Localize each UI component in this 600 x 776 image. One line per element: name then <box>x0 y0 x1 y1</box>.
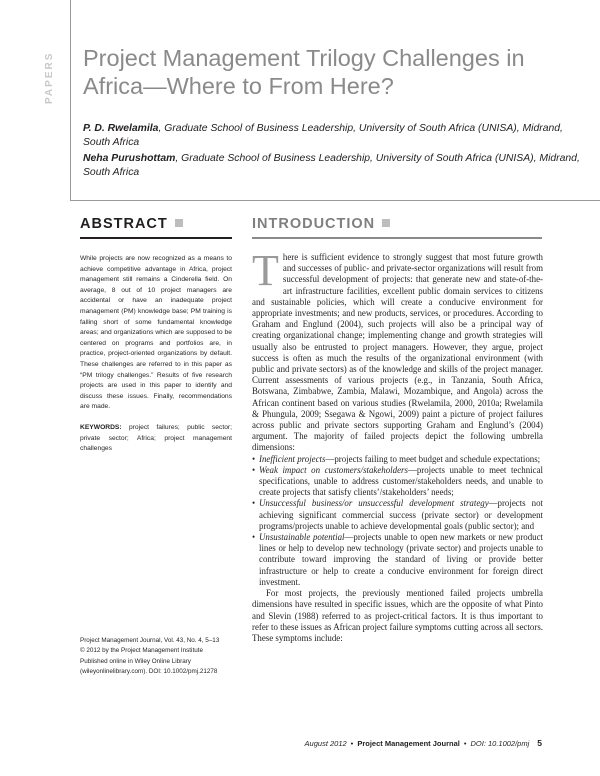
heading-square-icon <box>175 219 183 227</box>
intro-paragraph-1 <box>252 246 543 454</box>
abstract-body <box>80 254 232 455</box>
list-item-text: —projects unable to open new markets or new product lines or help to develop new technology (private sector) and projects unable to contribute toward improving the standard of living or provide better infrastructure or help to create a conducive environment for foreign direct investment. <box>259 532 543 587</box>
vertical-rule <box>70 0 71 200</box>
author-name: P. D. Rwelamila <box>83 123 159 134</box>
failure-dimensions-list <box>252 454 543 588</box>
list-item-text: —projects not achieving significant commercial success (private sector) or development programs/projects unable to achieve developmental goals (public sector); and <box>259 498 543 531</box>
footer-journal: Project Management Journal <box>357 739 460 748</box>
list-item <box>252 498 543 532</box>
footer-date: August 2012 <box>304 739 347 748</box>
author-affiliation: , Graduate School of Business Leadership, University of South Africa (UNISA), Midrand, South Africa <box>83 123 563 148</box>
heading-square-icon <box>382 219 390 227</box>
citation-line: Published online in Wiley Online Library <box>80 657 191 665</box>
footer-separator: • <box>463 739 467 748</box>
intro-paragraph-2: For most projects, the previously mentioned failed projects umbrella dimensions have resulted in specific issues, which are the opposite of what Pinto and Slevin (1988) referred to as project-critical factors. It is thus important to refer to these issues as African project failure symptoms cutting across all sectors. These symptoms include: <box>252 588 543 643</box>
list-item-term: Unsustainable potential <box>259 532 345 543</box>
section-tab-papers: PAPERS <box>44 51 55 105</box>
list-item <box>252 465 543 499</box>
author-name: Neha Purushottam <box>83 153 176 164</box>
abstract-rule <box>80 237 232 239</box>
keywords-list: project failures; public sector; private sector; Africa; project management challenges <box>80 423 232 453</box>
author-affiliation: , Graduate School of Business Leadership, University of South Africa (UNISA), Midrand, South Africa <box>83 153 580 178</box>
intro-paragraph-1-text: here is sufficient evidence to strongly suggest that most future growth and successes of public- and private-sector organizations will result from successful development of projects: that generate new and state-of-the-art infrastructure facilities, excellent public domain services to citizens and sustainable policies, which will create a conducive environment for appropriate investments; and new products, services, or procedures. According to Graham and Englund (2004), such projects will also be a principal way of creating organizational change; implementing change and growth strategies will usually also be entrusted to project managers. However, they argue, project success is often as much the results of the organizational environment (with public and private sectors) as of the knowledge and skills of the project manager. Current assessments of various projects (e.g., in Tanzania, South Africa, Botswana, Zimbabwe, Zambia, Malawi, Mozambique, and Angola) across the African continent based on various studies (Rwelamila, 2000, 2010a; Rwelamila & Phungula, 2009; Ssegawa & Ngowi, 2009) paint a picture of project failures across public and private sectors supporting Graham and Englund’s (2004) argument. The majority of failed projects depict the following umbrella dimensions: <box>252 252 543 453</box>
list-item-term: Weak impact on customers/stakeholders <box>259 464 408 475</box>
keywords-label: KEYWORDS: <box>80 423 122 431</box>
drop-cap: T <box>252 246 279 295</box>
keywords <box>80 423 232 455</box>
page-number: 5 <box>537 738 542 748</box>
introduction-body <box>252 246 543 644</box>
citation-block <box>80 636 240 678</box>
horizontal-rule <box>70 200 600 201</box>
list-item-text: —projects unable to meet technical specifications, unable to address customer/stakeholders needs, and unable to create projects that satisfy clients’/stakeholders’ needs; <box>259 464 543 498</box>
author-block <box>83 122 583 182</box>
footer-doi: DOI: 10.1002/pmj <box>470 739 530 748</box>
author-entry <box>83 122 583 150</box>
author-entry <box>83 152 583 180</box>
list-item <box>252 454 543 465</box>
introduction-heading-text: INTRODUCTION <box>252 216 376 232</box>
list-item-term: Unsuccessful business/or unsuccessful development strategy <box>259 498 489 509</box>
list-item-text: —projects failing to meet budget and schedule expectations; <box>325 453 541 464</box>
abstract-text: While projects are now recognized as a means to achieve competitive advantage in Africa, project management still remains a Cinderella field. On average, 8 out of 10 project managers are accidental or have an inadequate project management (PM) knowledge base; PM training is falling short of some fundamental knowledge areas; and organizations which are supposed to be centered on programs and portfolios are, in practice, project-oriented organizations by default. These challenges are referred to in this paper as “PM trilogy challenges.” Results of five research projects are used in this paper to identify and discuss these issues. Finally, recommendations are made. <box>80 255 232 411</box>
citation-line: Project Management Journal, Vol. 43, No. 4, 5–13 <box>80 637 220 644</box>
list-item-term: Inefficient projects <box>259 453 326 464</box>
abstract-heading-text: ABSTRACT <box>80 216 168 232</box>
footer-separator: • <box>350 739 354 748</box>
abstract-heading <box>80 216 183 232</box>
page-footer <box>305 738 542 748</box>
introduction-rule <box>252 237 542 239</box>
citation-line: (wileyonlinelibrary.com). DOI: 10.1002/pmj.21278 <box>80 668 218 676</box>
article-title: Project Management Trilogy Challenges in Africa—Where to From Here? <box>83 45 525 99</box>
list-item <box>252 532 543 588</box>
introduction-heading <box>252 216 390 232</box>
citation-line: © 2012 by the Project Management Institute <box>80 647 203 655</box>
